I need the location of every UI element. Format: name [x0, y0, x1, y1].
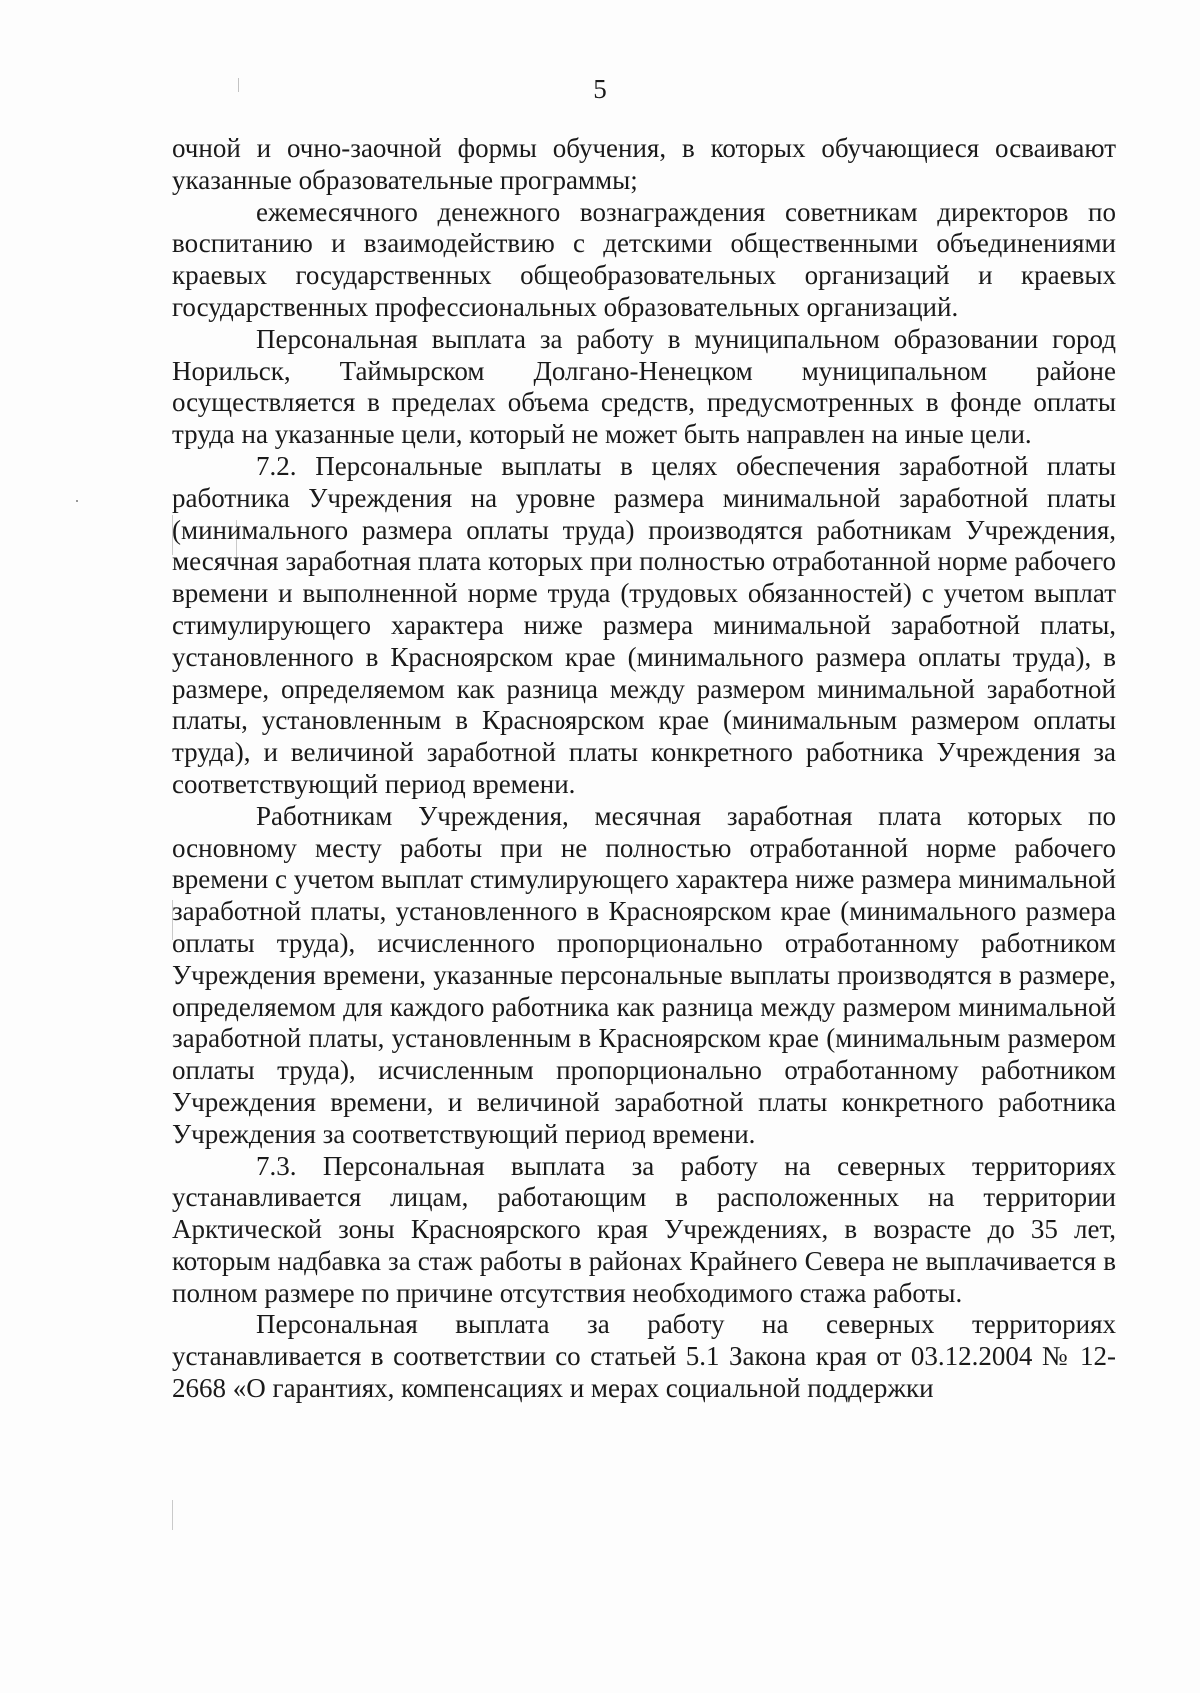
scan-artifact: [172, 1500, 173, 1530]
scan-artifact: [172, 515, 173, 555]
paragraph-study-forms: очной и очно-заочной формы обучения, в которых обучающиеся осваивают указанные образовательные программы;: [172, 133, 1116, 195]
scan-artifact: [236, 520, 237, 560]
scan-artifact: [172, 900, 173, 940]
scan-artifact: [76, 500, 78, 502]
document-body: [172, 133, 1116, 1405]
paragraph-7-3: 7.3. Персональная выплата за работу на северных территориях устанавливается лицам, работающим в расположенных на территории Арктической зоны Красноярского края Учреждениях, в возрасте до 35 лет, которым надбавка за стаж работы в районах Крайнего Севера не выплачивается в полном размере по причине отсутствия необходимого стажа работы.: [172, 1150, 1116, 1308]
paragraph-northern-law: Персональная выплата за работу на северных территориях устанавливается в соответствии со статьей 5.1 Закона края от 03.12.2004 № 12-2668 «О гарантиях, компенсациях и мерах социальной поддержки: [172, 1309, 1116, 1404]
scan-artifact: [238, 78, 239, 92]
paragraph-advisor-remuneration: ежемесячного денежного вознаграждения советникам директоров по воспитанию и взаимодействию с детскими общественными объединениями краевых государственных общеобразовательных организаций и краевых государственных профессиональных образовательных организаций.: [172, 196, 1116, 322]
paragraph-norilsk-payment: Персональная выплата за работу в муниципальном образовании город Норильск, Таймырском Долгано-Ненецком муниципальном районе осуществляется в пределах объема средств, предусмотренных в фонде оплаты труда на указанные цели, который не может быть направлен на иные цели.: [172, 323, 1116, 450]
paragraph-part-time-workers: Работникам Учреждения, месячная заработная плата которых по основному месту работы при не полностью отработанной норме рабочего времени с учетом выплат стимулирующего характера ниже размера минимальной заработной платы, установленного в Красноярском крае (минимального размера оплаты труда), исчисленного пропорционально отработанному работником Учреждения времени, указанные персональные выплаты производятся в размере, определяемом для каждого работника как разница между размером минимальной заработной платы, установленным в Красноярском крае (минимальным размером оплаты труда), исчисленным пропорционально отработанному работником Учреждения времени, и величиной заработной платы конкретного работника Учреждения за соответствующий период времени.: [172, 800, 1116, 1149]
paragraph-7-2: 7.2. Персональные выплаты в целях обеспечения заработной платы работника Учреждения на уровне размера минимальной заработной платы (минимального размера оплаты труда) производятся работникам Учреждения, месячная заработная плата которых при полностью отработанной норме рабочего времени и выполненной норме труда (трудовых обязанностей) с учетом выплат стимулирующего характера ниже размера минимальной заработной платы, установленного в Красноярском крае (минимального размера оплаты труда), в размере, определяемом как разница между размером минимальной заработной платы, установленным в Красноярском крае (минимальным размером оплаты труда), и величиной заработной платы конкретного работника Учреждения за соответствующий период времени.: [172, 450, 1116, 799]
page-number: 5: [593, 74, 607, 104]
